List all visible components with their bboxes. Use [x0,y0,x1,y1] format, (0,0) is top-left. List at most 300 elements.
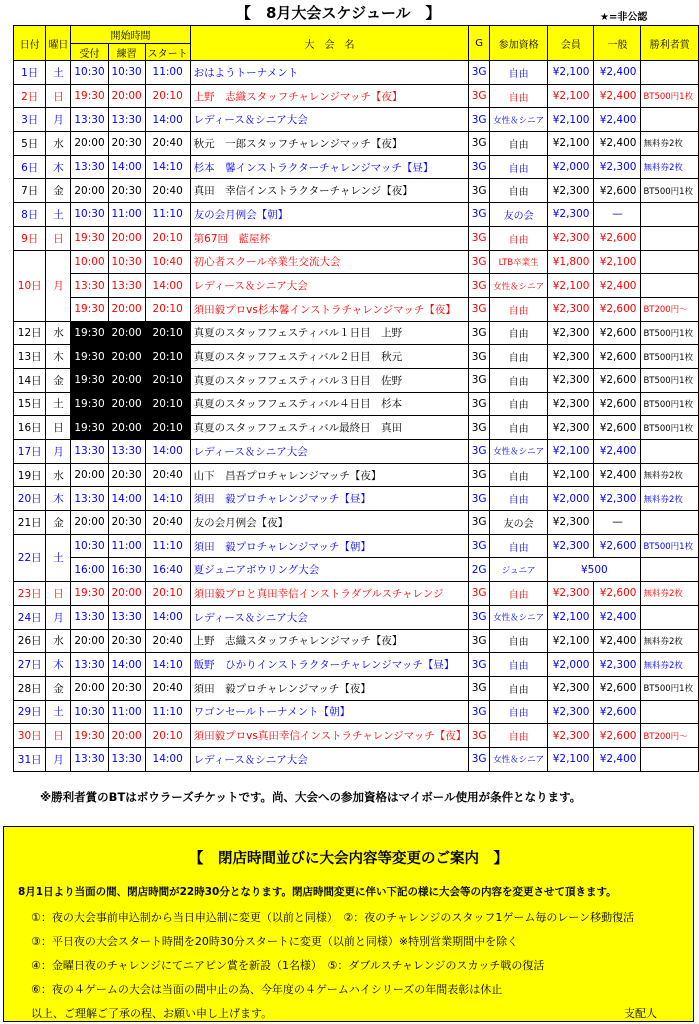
col-general: 一般 [594,26,641,61]
start-time: 20:40 [145,132,190,156]
reception-time: 19:30 [71,84,108,108]
table-row [14,61,699,85]
games-count: 3G [469,700,490,724]
col-date: 日付 [14,26,46,61]
col-start: スタート [145,44,190,61]
reception-time: 19:30 [71,368,108,392]
member-fee: ¥2,300 [548,392,594,416]
qualification: 自由 [489,392,547,416]
reception-time: 19:30 [71,582,108,606]
games-count: 3G [469,534,490,558]
start-time: 11:00 [145,61,190,85]
general-fee: ¥2,400 [594,463,641,487]
day-cell: 金 [46,676,71,700]
notice-signature: 支配人 [624,1007,657,1020]
practice-time: 10:30 [108,250,145,274]
date-cell: 13日 [14,345,46,369]
games-count: 3G [469,582,490,606]
table-row [14,629,699,653]
reception-time: 20:00 [71,676,108,700]
table-row [14,463,699,487]
winner-prize [641,558,699,582]
general-fee: ¥2,600 [594,724,641,748]
games-count: 3G [469,250,490,274]
date-cell: 21日 [14,511,46,535]
table-row [14,179,699,203]
winner-prize: BT500円1枚 [641,416,699,440]
day-cell: 月 [46,440,71,464]
table-row [14,534,699,558]
general-fee: ¥2,600 [594,676,641,700]
member-fee: ¥2,100 [548,274,594,298]
member-fee: ¥2,300 [548,297,594,321]
member-fee: ¥2,300 [548,700,594,724]
general-fee: ¥2,400 [594,108,641,132]
date-cell: 6日 [14,155,46,179]
event-name: おはようトーナメント [190,61,469,85]
event-name: レディース＆シニア大会 [190,108,469,132]
date-cell: 16日 [14,416,46,440]
date-cell: 22日 [14,534,46,581]
practice-time: 11:00 [108,203,145,227]
col-reception: 受付 [71,44,108,61]
general-fee: ¥2,400 [594,61,641,85]
day-cell: 水 [46,132,71,156]
general-fee: ¥2,600 [594,226,641,250]
table-row [14,416,699,440]
winner-prize: BT500円1枚 [641,179,699,203]
event-name: ワゴンセールトーナメント【朝】 [190,700,469,724]
winner-prize [641,226,699,250]
start-time: 14:00 [145,274,190,298]
event-name: 真夏のスタッフフェスティバル最終日 真田 [190,416,469,440]
winner-prize: 無料券2枚 [641,463,699,487]
general-fee: ¥2,400 [594,274,641,298]
general-fee: ¥2,600 [594,297,641,321]
winner-prize: BT200円～ [641,297,699,321]
start-time: 14:10 [145,155,190,179]
games-count: 3G [469,747,490,771]
member-fee: ¥2,100 [548,629,594,653]
practice-time: 14:00 [108,487,145,511]
general-fee: ¥2,600 [594,534,641,558]
table-row [14,297,699,321]
games-count: 3G [469,297,490,321]
member-fee: ¥2,300 [548,226,594,250]
qualification: 自由 [489,463,547,487]
practice-time: 13:30 [108,440,145,464]
notice-line: ⑥：夜の４ゲームの大会は当面の間中止の為、今年度の４ゲームハイシリーズの年間表彰は休止 [31,983,503,996]
day-cell: 日 [46,84,71,108]
day-cell: 金 [46,179,71,203]
member-fee: ¥2,000 [548,653,594,677]
qualification: 女性＆シニア [489,605,547,629]
table-row [14,345,699,369]
table-row [14,605,699,629]
table-row [14,558,699,582]
day-cell: 木 [46,487,71,511]
qualification: 自由 [489,155,547,179]
member-fee: ¥2,100 [548,84,594,108]
member-fee: ¥2,100 [548,605,594,629]
event-name: 須田 毅プロチャレンジマッチ【朝】 [190,534,469,558]
event-name: 秋元 一郎スタッフチャレンジマッチ【夜】 [190,132,469,156]
table-row [14,724,699,748]
notice-title: 【 閉店時間並びに大会内容等変更のご案内 】 [189,851,508,867]
table-row [14,653,699,677]
day-cell: 日 [46,416,71,440]
day-cell: 土 [46,392,71,416]
start-time: 14:00 [145,605,190,629]
games-count: 3G [469,179,490,203]
start-time: 20:10 [145,345,190,369]
reception-time: 19:30 [71,226,108,250]
event-name: レディース＆シニア大会 [190,274,469,298]
general-fee: ¥2,600 [594,700,641,724]
reception-time: 19:30 [71,724,108,748]
notice-line: 以上、ご理解ご了承の程、お願い申し上げます。 [31,1007,273,1020]
start-time: 20:40 [145,463,190,487]
reception-time: 19:30 [71,321,108,345]
table-row [14,392,699,416]
qualification: 女性＆シニア [489,440,547,464]
table-row [14,108,699,132]
date-cell: 31日 [14,747,46,771]
col-day: 曜日 [46,26,71,61]
qualification: 自由 [489,700,547,724]
date-cell: 9日 [14,226,46,250]
member-fee: ¥2,300 [548,676,594,700]
winner-prize: BT500円1枚 [641,392,699,416]
event-name: 上野 志織スタッフチャレンジマッチ【夜】 [190,629,469,653]
start-time: 20:10 [145,392,190,416]
practice-time: 20:00 [108,345,145,369]
games-count: 3G [469,605,490,629]
practice-time: 20:00 [108,582,145,606]
date-cell: 7日 [14,179,46,203]
winner-prize [641,440,699,464]
event-name: 友の会月例会【朝】 [190,203,469,227]
general-fee: ¥2,400 [594,747,641,771]
general-fee: — [594,203,641,227]
member-fee: ¥2,100 [548,108,594,132]
practice-time: 10:30 [108,61,145,85]
winner-prize: 無料券2枚 [641,582,699,606]
qualification: 自由 [489,61,547,85]
reception-time: 13:30 [71,747,108,771]
event-name: 夏ジュニアボウリング大会 [190,558,469,582]
reception-time: 10:30 [71,700,108,724]
reception-time: 20:00 [71,463,108,487]
games-count: 3G [469,440,490,464]
member-fee: ¥2,300 [548,724,594,748]
day-cell: 金 [46,368,71,392]
member-fee: ¥2,300 [548,203,594,227]
reception-time: 19:30 [71,297,108,321]
games-count: 3G [469,416,490,440]
general-fee: ¥2,600 [594,582,641,606]
practice-time: 14:00 [108,653,145,677]
member-fee: ¥1,800 [548,250,594,274]
event-name: レディース＆シニア大会 [190,605,469,629]
winner-prize: 無料券2枚 [641,155,699,179]
practice-time: 20:30 [108,629,145,653]
start-time: 11:10 [145,203,190,227]
games-count: 3G [469,676,490,700]
general-fee: ¥2,400 [594,132,641,156]
start-time: 20:40 [145,511,190,535]
start-time: 10:40 [145,250,190,274]
start-time: 20:40 [145,629,190,653]
games-count: 3G [469,511,490,535]
practice-time: 16:30 [108,558,145,582]
qualification: 自由 [489,534,547,558]
reception-time: 13:30 [71,605,108,629]
day-cell: 金 [46,511,71,535]
day-cell: 月 [46,747,71,771]
qualification: 自由 [489,416,547,440]
reception-time: 10:00 [71,250,108,274]
fee-merged: ¥500 [548,558,641,582]
day-cell: 日 [46,226,71,250]
games-count: 3G [469,203,490,227]
general-fee: ¥2,100 [594,250,641,274]
member-fee: ¥2,300 [548,179,594,203]
winner-prize: BT500円1枚 [641,321,699,345]
reception-time: 13:30 [71,155,108,179]
title-row [0,0,699,26]
qualification: 自由 [489,724,547,748]
practice-time: 13:30 [108,605,145,629]
date-cell: 20日 [14,487,46,511]
practice-time: 20:30 [108,676,145,700]
start-time: 16:40 [145,558,190,582]
member-fee: ¥2,100 [548,440,594,464]
general-fee: ¥2,600 [594,368,641,392]
general-fee: ¥2,400 [594,84,641,108]
start-time: 20:10 [145,368,190,392]
games-count: 3G [469,108,490,132]
reception-time: 20:00 [71,629,108,653]
games-count: 3G [469,392,490,416]
qualification: 自由 [489,226,547,250]
practice-time: 13:30 [108,274,145,298]
member-fee: ¥2,000 [548,487,594,511]
practice-time: 20:30 [108,463,145,487]
footnote: ※勝利者賞のBTはボウラーズチケットです。尚、大会への参加資格はマイボール使用が条件となります。 [40,790,582,804]
reception-time: 10:30 [71,203,108,227]
reception-time: 13:30 [71,274,108,298]
general-fee: ¥2,600 [594,321,641,345]
games-count: 3G [469,84,490,108]
date-cell: 24日 [14,605,46,629]
member-fee: ¥2,100 [548,61,594,85]
day-cell: 水 [46,463,71,487]
practice-time: 13:30 [108,108,145,132]
start-time: 20:40 [145,676,190,700]
games-count: 3G [469,653,490,677]
event-name: 真夏のスタッフフェスティバル２日目 秋元 [190,345,469,369]
date-cell: 2日 [14,84,46,108]
event-name: レディース＆シニア大会 [190,747,469,771]
qualification: 自由 [489,582,547,606]
general-fee: ¥2,400 [594,605,641,629]
event-name: 須田 毅プロチャレンジマッチ【昼】 [190,487,469,511]
schedule-body [14,61,699,772]
date-cell: 1日 [14,61,46,85]
reception-time: 13:30 [71,653,108,677]
col-member: 会員 [548,26,594,61]
notice-box [3,826,694,1022]
table-row [14,487,699,511]
event-name: 初心者スクール卒業生交流大会 [190,250,469,274]
day-cell: 土 [46,534,71,581]
date-cell: 27日 [14,653,46,677]
col-event: 大 会 名 [190,26,469,61]
qualification: 自由 [489,676,547,700]
winner-prize [641,605,699,629]
practice-time: 20:00 [108,416,145,440]
start-time: 20:10 [145,297,190,321]
date-cell: 15日 [14,392,46,416]
date-cell: 14日 [14,368,46,392]
day-cell: 水 [46,629,71,653]
practice-time: 14:00 [108,155,145,179]
date-cell: 23日 [14,582,46,606]
reception-time: 13:30 [71,487,108,511]
games-count: 3G [469,226,490,250]
table-row [14,676,699,700]
start-time: 14:00 [145,747,190,771]
winner-prize [641,61,699,85]
winner-prize [641,274,699,298]
member-fee: ¥2,300 [548,416,594,440]
winner-prize: 無料券2枚 [641,487,699,511]
qualification: 自由 [489,345,547,369]
day-cell: 木 [46,155,71,179]
qualification: 友の会 [489,511,547,535]
games-count: 3G [469,487,490,511]
table-row [14,511,699,535]
day-cell: 土 [46,203,71,227]
games-count: 3G [469,321,490,345]
member-fee: ¥2,000 [548,155,594,179]
day-cell: 日 [46,582,71,606]
start-time: 11:10 [145,700,190,724]
event-name: 友の会月例会【夜】 [190,511,469,535]
games-count: 3G [469,155,490,179]
day-cell: 土 [46,700,71,724]
reception-time: 20:00 [71,511,108,535]
reception-time: 20:00 [71,179,108,203]
winner-prize: BT200円～ [641,724,699,748]
general-fee: ¥2,600 [594,416,641,440]
start-time: 14:10 [145,487,190,511]
reception-time: 16:00 [71,558,108,582]
qualification: 自由 [489,368,547,392]
qualification: 女性＆シニア [489,747,547,771]
member-fee: ¥2,300 [548,345,594,369]
qualification: 自由 [489,629,547,653]
winner-prize [641,700,699,724]
reception-time: 19:30 [71,392,108,416]
practice-time: 20:00 [108,724,145,748]
event-name: 杉本 馨インストラクターチャレンジマッチ【昼】 [190,155,469,179]
member-fee: ¥2,100 [548,132,594,156]
qualification: 自由 [489,653,547,677]
col-games: G [469,26,490,61]
member-fee: ¥2,300 [548,582,594,606]
practice-time: 20:00 [108,368,145,392]
day-cell: 水 [46,321,71,345]
games-count: 3G [469,724,490,748]
date-cell: 29日 [14,700,46,724]
games-count: 3G [469,274,490,298]
date-cell: 19日 [14,463,46,487]
col-qualification: 参加資格 [489,26,547,61]
event-name: 真夏のスタッフフェスティバル４日目 杉本 [190,392,469,416]
winner-prize: BT500円1枚 [641,676,699,700]
winner-prize [641,511,699,535]
date-cell: 28日 [14,676,46,700]
winner-prize: BT500円1枚 [641,84,699,108]
notice-line: ④：金曜日夜のチャレンジにてニアピン賞を新設（1名様） ⑤：ダブルスチャレンジのスカッチ戦の復活 [31,959,545,972]
event-name: 第67回 藍屋杯 [190,226,469,250]
table-row [14,747,699,771]
start-time: 20:10 [145,582,190,606]
qualification: 自由 [489,132,547,156]
start-time: 14:10 [145,653,190,677]
qualification: 自由 [489,487,547,511]
col-practice: 練習 [108,44,145,61]
general-fee: ¥2,600 [594,392,641,416]
practice-time: 20:00 [108,84,145,108]
date-cell: 8日 [14,203,46,227]
date-cell: 26日 [14,629,46,653]
general-fee: ¥2,600 [594,345,641,369]
notice-line: ①：夜の大会事前申込制から当日申込制に変更（以前と同様） ②：夜のチャレンジのスタッフ1ゲーム毎のレーン移動復活 [31,911,635,924]
col-winner: 勝利者賞 [641,26,699,61]
games-count: 2G [469,558,490,582]
day-cell: 木 [46,653,71,677]
table-row [14,250,699,274]
qualification: ジュニア [489,558,547,582]
start-time: 11:10 [145,534,190,558]
general-fee: ¥2,400 [594,629,641,653]
day-cell: 月 [46,250,71,321]
general-fee: ¥2,300 [594,155,641,179]
general-fee: ¥2,400 [594,440,641,464]
table-row [14,274,699,298]
date-cell: 3日 [14,108,46,132]
winner-prize [641,250,699,274]
start-time: 14:00 [145,108,190,132]
reception-time: 19:30 [71,345,108,369]
member-fee: ¥2,300 [548,368,594,392]
games-count: 3G [469,463,490,487]
day-cell: 土 [46,61,71,85]
practice-time: 11:00 [108,534,145,558]
schedule-table [13,25,699,772]
general-fee: ¥2,300 [594,487,641,511]
member-fee: ¥2,100 [548,747,594,771]
practice-time: 20:00 [108,321,145,345]
date-cell: 5日 [14,132,46,156]
day-cell: 木 [46,345,71,369]
event-name: 須田毅プロvs杉本馨インストラチャレンジマッチ【夜】 [190,297,469,321]
date-cell: 17日 [14,440,46,464]
qualification: LTB卒業生 [489,250,547,274]
